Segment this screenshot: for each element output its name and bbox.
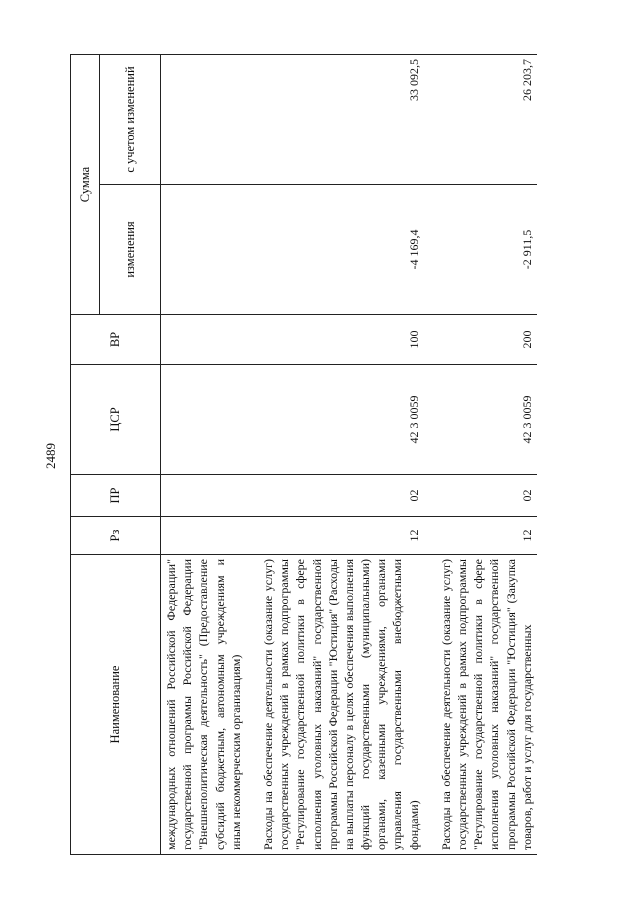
row-rz [161,517,246,555]
row-spacer [246,55,258,855]
row-name: Расходы на обеспечение деятельности (оказание услуг) государственных учреждений в рамках подпрограммы "Регулирование государственной политики в сфере исполнения уголовных наказаний" государственной программы Российской Федерации "Юстиция" (Закупка товаров, работ и услуг для государственных [436,555,537,855]
row-pr: 02 [436,475,537,517]
row-spacer [424,55,436,855]
row-with-changes [161,55,246,185]
table-row [258,55,424,855]
row-rz: 12 [436,517,537,555]
row-changes: -4 169,4 [258,185,424,315]
header-vr: ВР [71,315,161,365]
header-sum: Сумма [71,55,100,315]
header-csr: ЦСР [71,365,161,475]
header-changes: изменения [100,185,161,315]
budget-table [70,54,537,855]
row-pr: 02 [258,475,424,517]
row-vr [161,315,246,365]
row-changes: -2 911,5 [436,185,537,315]
row-with-changes: 33 092,5 [258,55,424,185]
header-with-changes: с учетом изменений [100,55,161,185]
table-row [436,55,537,855]
rotated-table-container [70,55,575,855]
row-name: Расходы на обеспечение деятельности (оказание услуг) государственных учреждений в рамках подпрограммы "Регулирование государственной политики в сфере исполнения уголовных наказаний" государственной программы Российской Федерации "Юстиция" (Расходы на выплаты персоналу в целях обеспечения выполнения функций государственными (муниципальными) органами, казенными учреждениями, органами управления государственными внебюджетными фондами) [258,555,424,855]
page-number: 2489 [43,443,58,469]
row-vr: 200 [436,315,537,365]
row-csr: 42 3 0059 [258,365,424,475]
row-name: международных отношений Российской Федерации" государственной программы Российской Федерации "Внешнеполитическая деятельность" (Предоставление субсидий бюджетным, автономным учреждениям и иным некоммерческим организациям) [161,555,246,855]
header-rz: Рз [71,517,161,555]
row-with-changes: 26 203,7 [436,55,537,185]
row-rz: 12 [258,517,424,555]
row-vr: 100 [258,315,424,365]
row-pr [161,475,246,517]
header-name: Наименование [71,555,161,855]
row-changes [161,185,246,315]
header-pr: ПР [71,475,161,517]
table-row [161,55,246,855]
row-csr: 42 3 0059 [436,365,537,475]
row-csr [161,365,246,475]
